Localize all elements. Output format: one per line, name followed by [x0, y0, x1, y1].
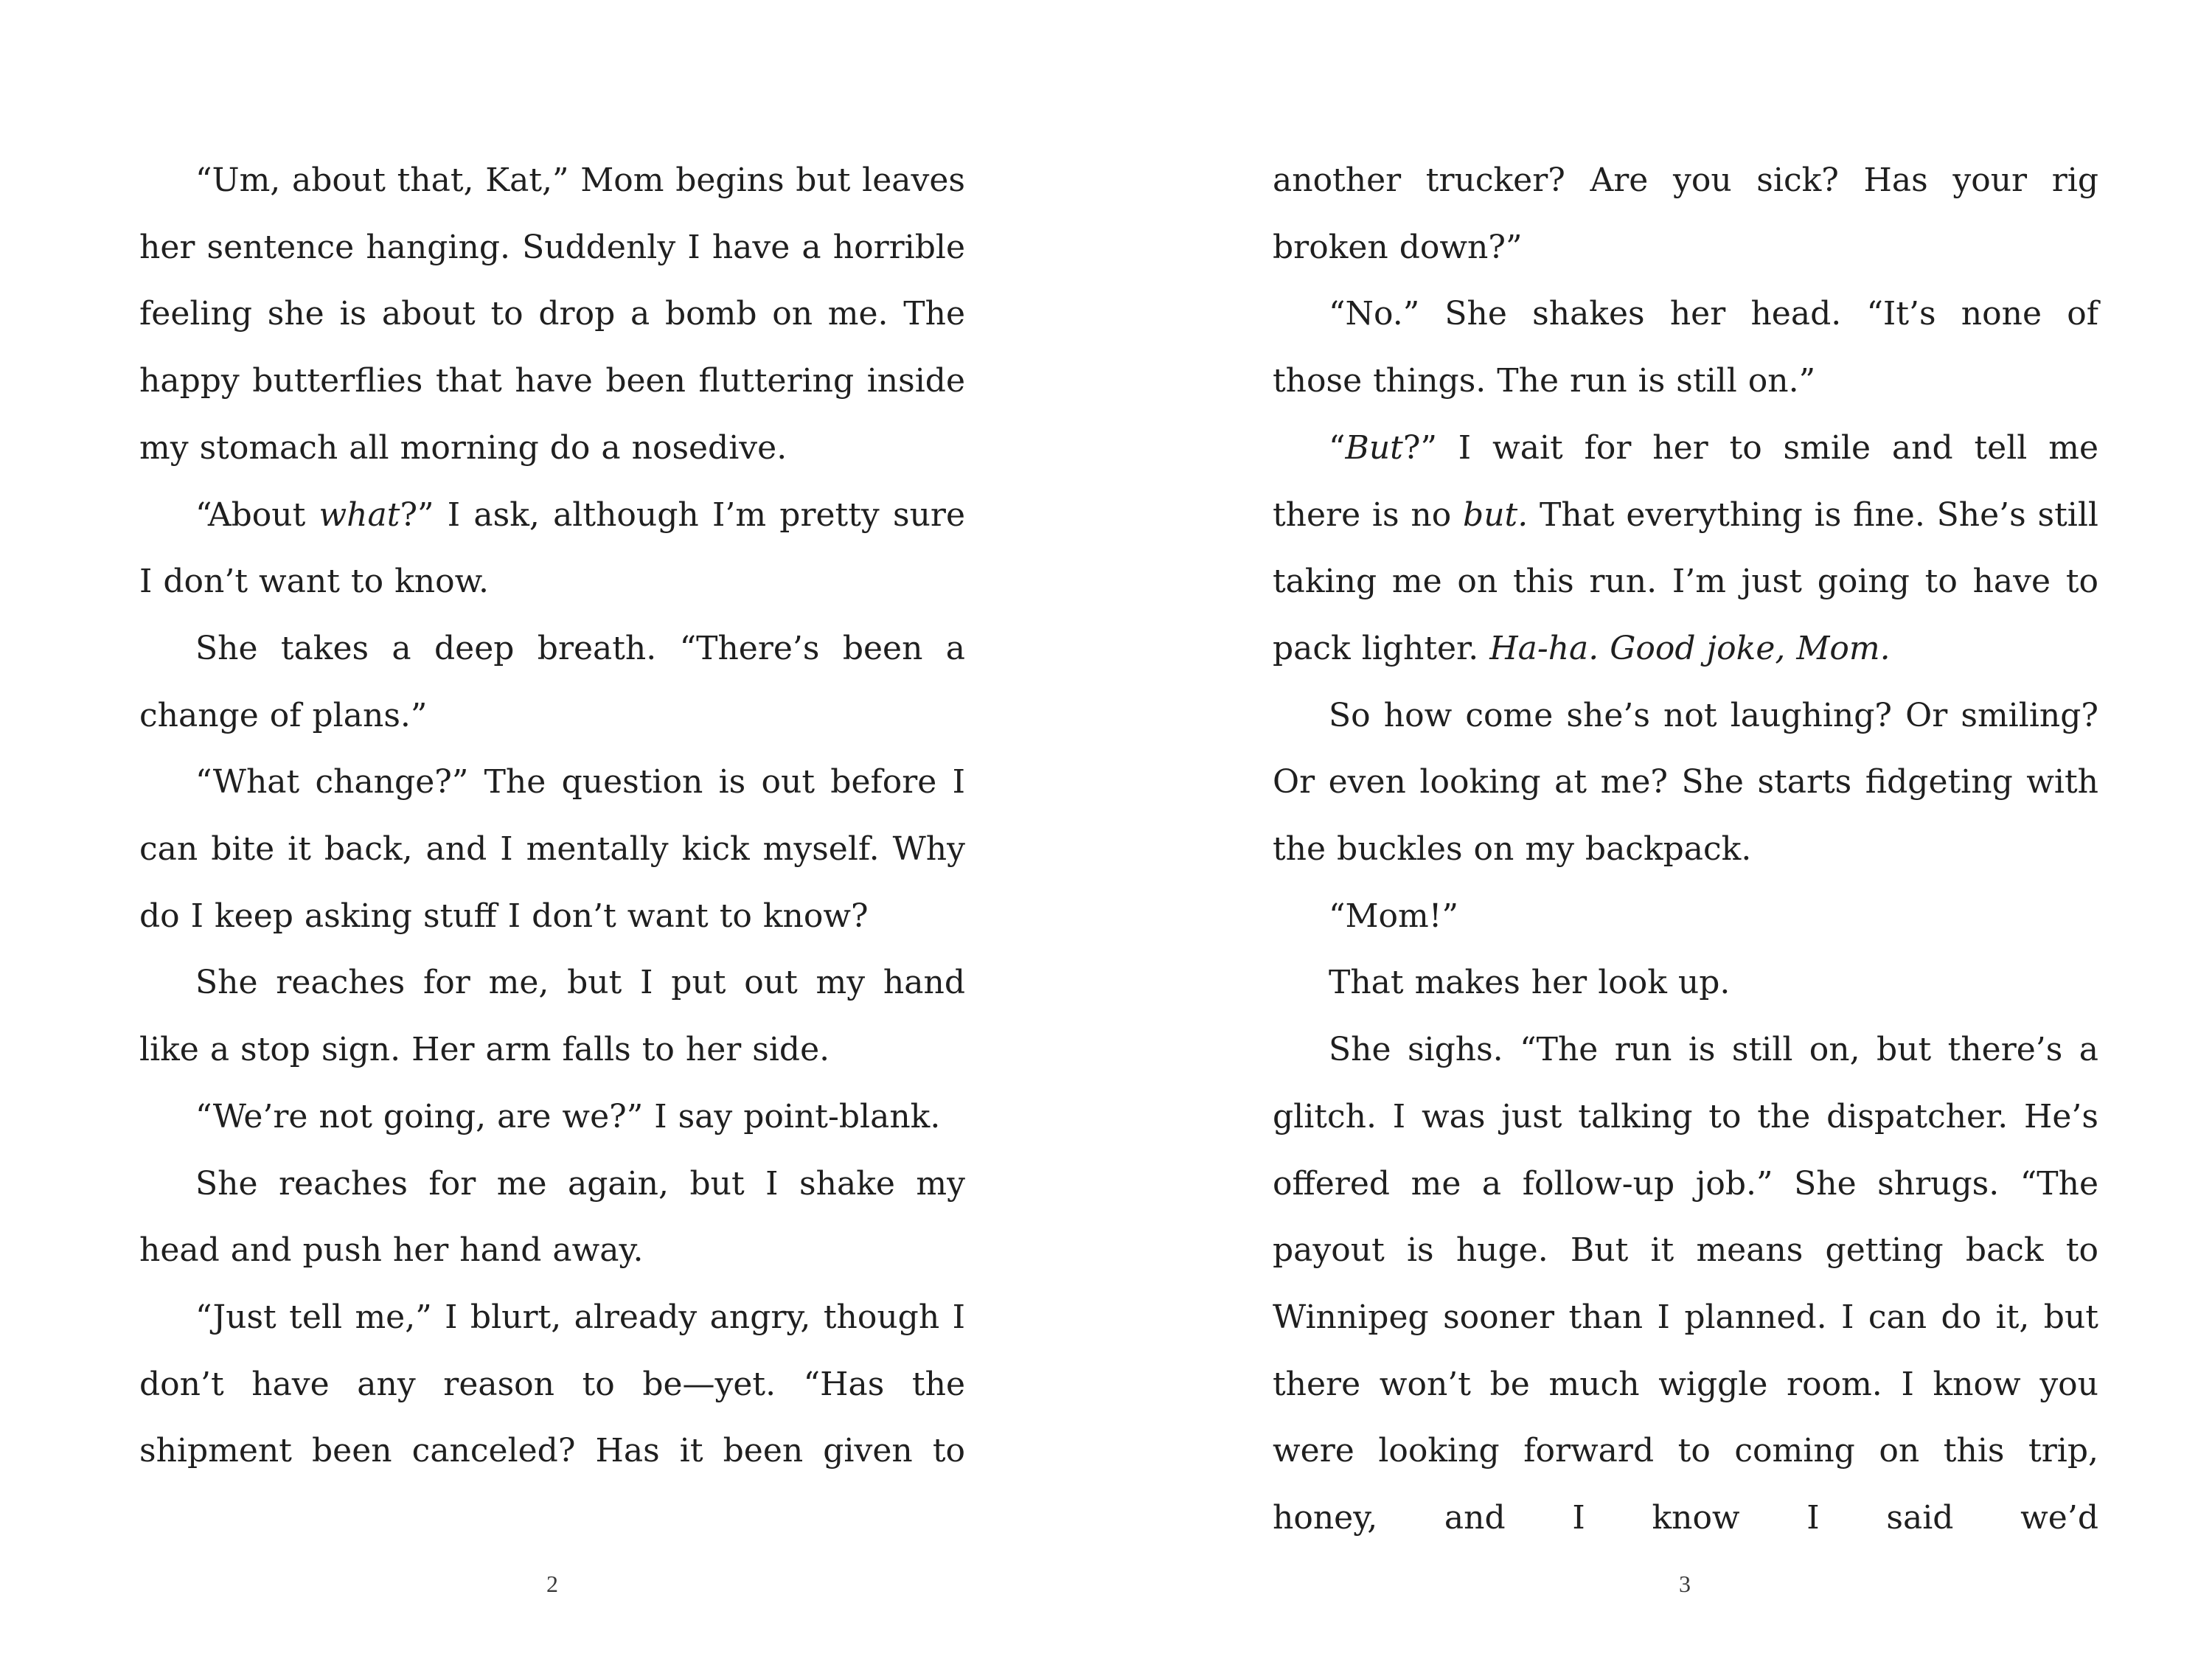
- paragraph: She takes a deep breath. “There’s been a change of plans.”: [139, 629, 965, 734]
- paragraph: “Just tell me,” I blurt, already angry, though I don’t have any reason to be—yet. “Has the shipment been canceled? Has it been given to: [139, 1298, 965, 1470]
- paragraph: “We’re not going, are we?” I say point-blank.: [195, 1097, 941, 1135]
- paragraph: another trucker? Are you sick? Has your rig broken down?”: [1273, 161, 2098, 266]
- paragraph: [1273, 415, 2098, 683]
- text-run: ?” I wait for her to smile and tell me there is no: [1273, 428, 2098, 534]
- page-number-left: 2: [546, 1571, 558, 1597]
- paragraph: “Um, about that, Kat,” Mom begins but leaves her sentence hanging. Suddenly I have a horrible feeling she is about to drop a bomb on me. The happy butterflies that have been fluttering inside my stomach all morning do a nosedive.: [139, 161, 965, 467]
- italic-text: Ha-ha. Good joke, Mom.: [1489, 629, 1891, 667]
- italic-text: what: [319, 495, 400, 534]
- right-page: [1273, 147, 2098, 1552]
- paragraph: That makes her look up.: [1329, 964, 1731, 1002]
- text-run: “: [1329, 428, 1346, 467]
- italic-text: but.: [1463, 495, 1528, 534]
- paragraph: She reaches for me again, but I shake my head and push her hand away.: [139, 1164, 965, 1270]
- paragraph: “Mom!”: [1329, 897, 1458, 935]
- paragraph: She sighs. “The run is still on, but there’s a glitch. I was just talking to the dispatcher. He’s offered me a follow-up job.” She shrugs. “The payout is huge. But it means getting back to Winnipeg sooner than I planned. I can do it, but there won’t be much wiggle room. I know you were looking forward to coming on this trip, honey, and I know I said we’d: [1273, 1031, 2098, 1537]
- paragraph: She reaches for me, but I put out my hand like a stop sign. Her arm falls to her side.: [139, 964, 965, 1069]
- text-run: That everything is fine. She’s still taking me on this run. I’m just going to have to pack lighter.: [1273, 495, 2098, 667]
- text-run: ?” I ask, although I’m pretty sure I don’t want to know.: [139, 495, 965, 601]
- paragraph: So how come she’s not laughing? Or smiling? Or even looking at me? She starts fidgeting with the buckles on my backpack.: [1273, 696, 2098, 869]
- paragraph: [139, 482, 965, 616]
- left-page: [139, 147, 965, 1485]
- italic-text: But: [1345, 428, 1403, 467]
- paragraph: “No.” She shakes her head. “It’s none of those things. The run is still on.”: [1273, 295, 2098, 400]
- text-run: “About: [195, 495, 319, 534]
- page-number-right: 3: [1679, 1571, 1691, 1597]
- paragraph: “What change?” The question is out before I can bite it back, and I mentally kick myself. Why do I keep asking stuff I don’t want to know?: [139, 763, 965, 935]
